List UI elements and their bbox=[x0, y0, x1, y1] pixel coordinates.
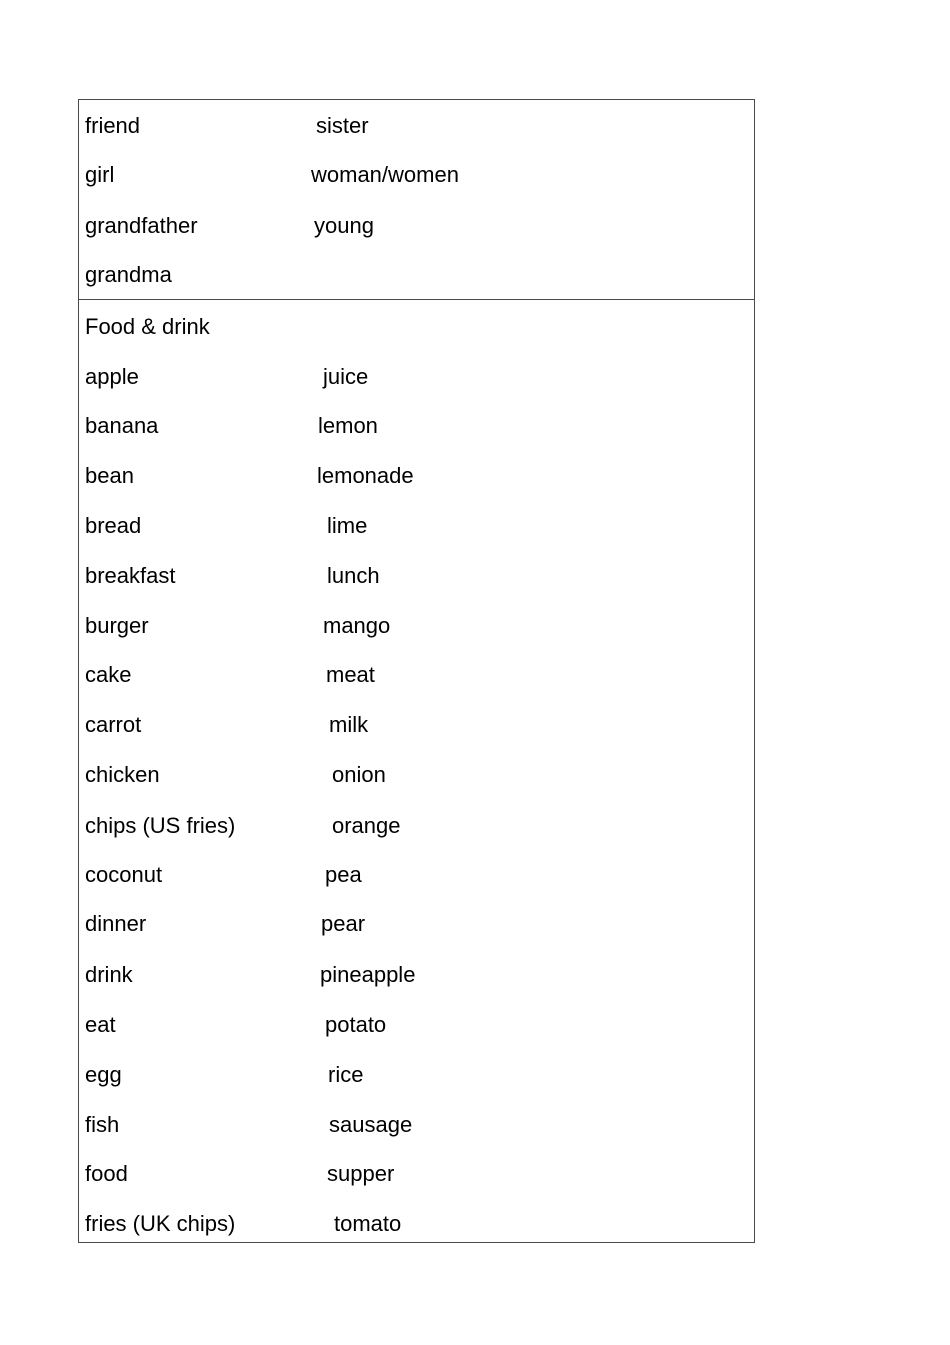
word-right: milk bbox=[329, 712, 369, 737]
word-right: potato bbox=[325, 1012, 387, 1037]
word-left: friend bbox=[85, 113, 141, 138]
word-right: sausage bbox=[329, 1112, 413, 1137]
word-left: grandma bbox=[85, 262, 172, 287]
word-right: rice bbox=[328, 1062, 364, 1087]
word-right: lime bbox=[327, 513, 368, 538]
word-right: pear bbox=[321, 911, 366, 936]
word-left: breakfast bbox=[85, 563, 176, 588]
word-left: grandfather bbox=[85, 213, 198, 238]
word-right: pea bbox=[325, 862, 362, 887]
word-left: bean bbox=[85, 463, 134, 488]
word-right: meat bbox=[326, 662, 375, 687]
word-left: cake bbox=[85, 662, 132, 687]
word-left: chips (US fries) bbox=[85, 813, 236, 838]
vocabulary-table bbox=[78, 99, 755, 1243]
word-left: egg bbox=[85, 1062, 122, 1087]
word-left: fries (UK chips) bbox=[85, 1211, 236, 1236]
word-right: juice bbox=[323, 364, 369, 389]
word-left: apple bbox=[85, 364, 139, 389]
word-right: supper bbox=[327, 1161, 395, 1186]
word-right: tomato bbox=[334, 1211, 402, 1236]
word-left: eat bbox=[85, 1012, 116, 1037]
word-left: bread bbox=[85, 513, 142, 538]
word-left: carrot bbox=[85, 712, 142, 737]
word-left: coconut bbox=[85, 862, 163, 887]
word-right: orange bbox=[332, 813, 401, 838]
word-right: sister bbox=[316, 113, 369, 138]
word-right: pineapple bbox=[320, 962, 416, 987]
word-left: chicken bbox=[85, 762, 160, 787]
word-right: woman/women bbox=[311, 162, 459, 187]
word-left: fish bbox=[85, 1112, 120, 1137]
word-right: lunch bbox=[327, 563, 380, 588]
word-right: mango bbox=[323, 613, 391, 638]
word-left: banana bbox=[85, 413, 159, 438]
word-left: food bbox=[85, 1161, 128, 1186]
word-left: burger bbox=[85, 613, 149, 638]
word-left: dinner bbox=[85, 911, 147, 936]
word-left: drink bbox=[85, 962, 133, 987]
section-divider bbox=[79, 299, 754, 300]
word-right: onion bbox=[332, 762, 386, 787]
section-heading: Food & drink bbox=[85, 314, 210, 339]
word-right: young bbox=[314, 213, 374, 238]
word-left: girl bbox=[85, 162, 115, 187]
word-right: lemon bbox=[318, 413, 378, 438]
word-right: lemonade bbox=[317, 463, 414, 488]
